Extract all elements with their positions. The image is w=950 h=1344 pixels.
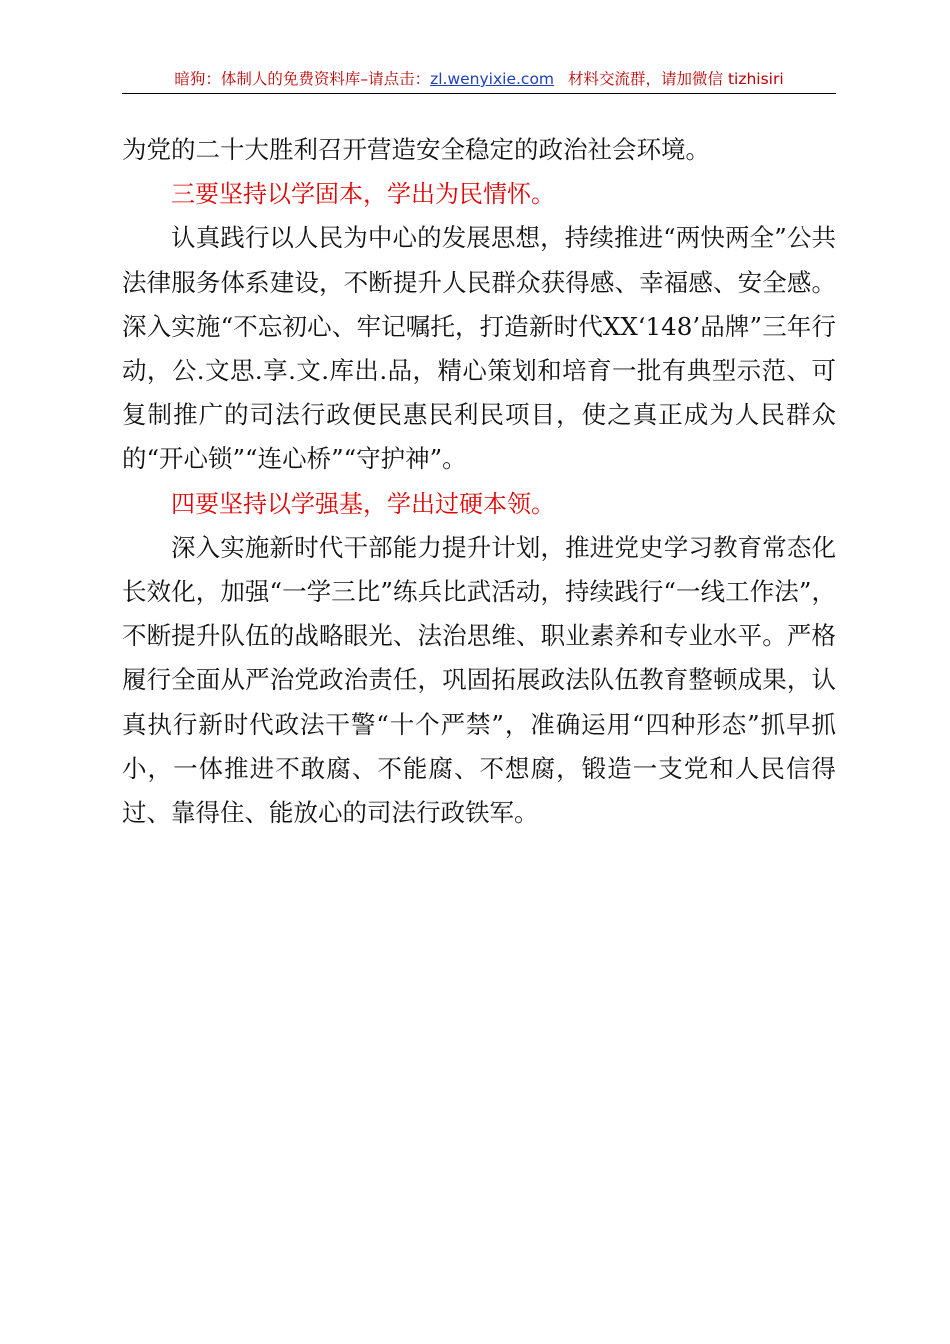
paragraph-four: 深入实施新时代干部能力提升计划，推进党史学习教育常态化长效化，加强“一学三比”练兵比武活动，持续践行“一线工作法”，不断提升队伍的战略眼光、法治思维、职业素养和专业水平。严格履行全面从严治党政治责任，巩固拓展政法队伍教育整顿成果，认真执行新时代政法干警“十个严禁”，准确运用“四种形态”抓早抓小，一体推进不敢腐、不能腐、不想腐，锻造一支党和人民信得过、靠得住、能放心的司法行政铁军。 xyxy=(122,532,836,828)
page-header xyxy=(122,66,836,92)
document-body xyxy=(122,128,836,835)
section-heading-four: 四要坚持以学强基，学出过硬本领。 xyxy=(171,489,555,518)
header-link[interactable]: zl.wenyixie.com xyxy=(430,70,555,88)
paragraph-continued: 为党的二十大胜利召开营造安全稳定的政治社会环境。 xyxy=(122,135,710,164)
paragraph-three: 认真践行以人民为中心的发展思想，持续推进“两快两全”公共法律服务体系建设，不断提升人民群众获得感、幸福感、安全感。深入实施“不忘初心、牢记嘱托，打造新时代XX‘148’品牌”三年行动，公.文思.享.文.库出.品，精心策划和培育一批有典型示范、可复制推广的司法行政便民惠民利民项目，使之真正成为人民群众的“开心锁”“连心桥”“守护神”。 xyxy=(122,223,836,474)
header-site-name: 暗狗：体制人的免费资料库 xyxy=(174,70,361,88)
header-divider xyxy=(122,93,836,94)
header-click-prompt: –请点击： xyxy=(360,70,431,88)
header-group-note: 材料交流群，请加微信 tizhisiri xyxy=(568,70,784,88)
section-heading-three: 三要坚持以学固本，学出为民情怀。 xyxy=(171,180,555,209)
